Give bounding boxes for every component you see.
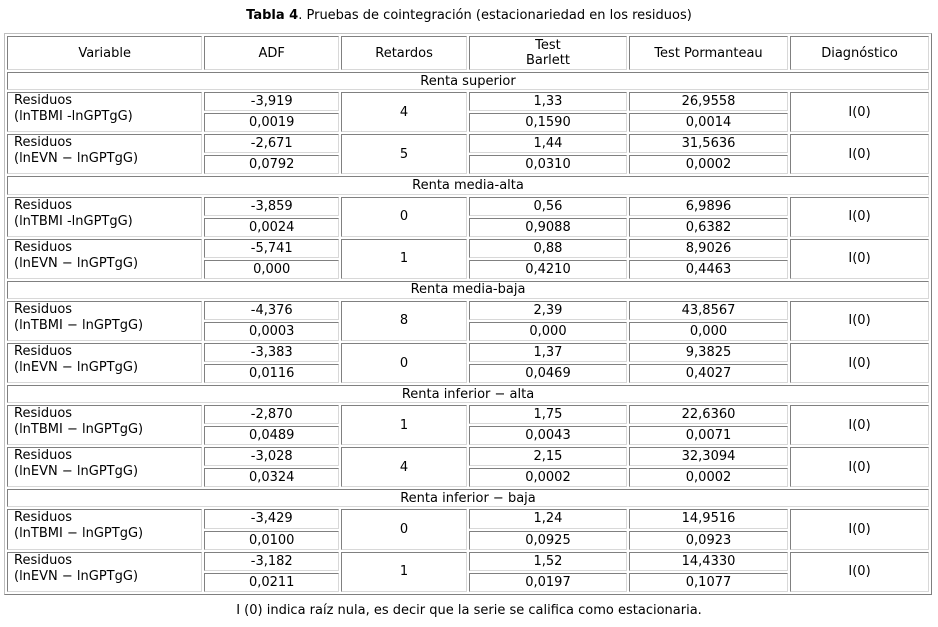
caption-text: . Pruebas de cointegración (estacionariedad en los residuos) — [298, 8, 692, 23]
diagnostico-value: I(0) — [790, 301, 929, 341]
retardos-value: 0 — [341, 343, 467, 383]
retardos-value: 1 — [341, 239, 467, 279]
header-barlett-line2: Barlett — [525, 53, 570, 69]
variable-cell — [7, 552, 202, 592]
portmanteau-value: 32,3094 — [629, 447, 788, 466]
table-row — [7, 92, 929, 111]
variable-line2: (lnTBMI -lnGPTgG) — [14, 213, 133, 229]
variable-line1: Residuos — [14, 135, 73, 151]
portmanteau-value: 14,4330 — [629, 552, 788, 571]
variable-line1: Residuos — [14, 406, 73, 422]
table-row — [7, 405, 929, 424]
retardos-value: 4 — [341, 92, 467, 132]
adf-value: -2,671 — [204, 134, 339, 153]
table-row — [7, 343, 929, 362]
section-title: Renta superior — [7, 72, 929, 90]
portmanteau-pvalue: 0,6382 — [629, 218, 788, 237]
retardos-value: 1 — [341, 405, 467, 445]
table-caption — [0, 7, 938, 24]
variable-line2: (lnTBMI − lnGPTgG) — [14, 317, 144, 333]
portmanteau-value: 9,3825 — [629, 343, 788, 362]
header-row — [7, 36, 929, 70]
header-portmanteau: Test Pormanteau — [629, 36, 788, 70]
variable-line2: (lnTBMI − lnGPTgG) — [14, 526, 144, 542]
variable-line2: (lnTBMI -lnGPTgG) — [14, 109, 133, 125]
table-row — [7, 509, 929, 528]
variable-line1: Residuos — [14, 239, 73, 255]
barlett-value: 1,75 — [469, 405, 627, 424]
variable-line1: Residuos — [14, 93, 73, 109]
variable-line2: (lnEVN − lnGPTgG) — [14, 151, 139, 167]
cointegration-table — [4, 33, 932, 595]
caption-label: Tabla 4 — [246, 8, 299, 23]
adf-pvalue: 0,0324 — [204, 468, 339, 487]
section-title: Renta inferior − alta — [7, 385, 929, 403]
retardos-value: 1 — [341, 552, 467, 592]
portmanteau-pvalue: 0,0002 — [629, 468, 788, 487]
adf-pvalue: 0,0100 — [204, 531, 339, 550]
adf-pvalue: 0,0019 — [204, 113, 339, 132]
portmanteau-value: 31,5636 — [629, 134, 788, 153]
portmanteau-pvalue: 0,0014 — [629, 113, 788, 132]
retardos-value: 5 — [341, 134, 467, 174]
diagnostico-value: I(0) — [790, 134, 929, 174]
adf-pvalue: 0,0489 — [204, 426, 339, 445]
adf-pvalue: 0,0024 — [204, 218, 339, 237]
table-row — [7, 552, 929, 571]
header-barlett-line1: Test — [535, 38, 561, 54]
variable-cell — [7, 239, 202, 279]
portmanteau-value: 8,9026 — [629, 239, 788, 258]
barlett-pvalue: 0,0310 — [469, 155, 627, 174]
variable-line2: (lnEVN − lnGPTgG) — [14, 255, 139, 271]
variable-line1: Residuos — [14, 448, 73, 464]
barlett-value: 1,37 — [469, 343, 627, 362]
barlett-value: 1,33 — [469, 92, 627, 111]
portmanteau-pvalue: 0,000 — [629, 322, 788, 341]
section-row — [7, 281, 929, 299]
barlett-pvalue: 0,0925 — [469, 531, 627, 550]
table-row — [7, 301, 929, 320]
diagnostico-value: I(0) — [790, 509, 929, 549]
variable-cell — [7, 405, 202, 445]
portmanteau-value: 43,8567 — [629, 301, 788, 320]
adf-value: -3,859 — [204, 197, 339, 216]
header-barlett — [469, 36, 627, 70]
retardos-value: 8 — [341, 301, 467, 341]
barlett-pvalue: 0,000 — [469, 322, 627, 341]
retardos-value: 4 — [341, 447, 467, 487]
barlett-pvalue: 0,9088 — [469, 218, 627, 237]
adf-value: -3,383 — [204, 343, 339, 362]
portmanteau-value: 6,9896 — [629, 197, 788, 216]
adf-value: -5,741 — [204, 239, 339, 258]
barlett-value: 0,56 — [469, 197, 627, 216]
variable-line1: Residuos — [14, 301, 73, 317]
variable-cell — [7, 92, 202, 132]
section-title: Renta inferior − baja — [7, 489, 929, 507]
barlett-value: 0,88 — [469, 239, 627, 258]
barlett-value: 1,44 — [469, 134, 627, 153]
diagnostico-value: I(0) — [790, 239, 929, 279]
variable-cell — [7, 447, 202, 487]
table-row — [7, 239, 929, 258]
table-row — [7, 134, 929, 153]
adf-pvalue: 0,0792 — [204, 155, 339, 174]
portmanteau-pvalue: 0,1077 — [629, 573, 788, 592]
barlett-pvalue: 0,0043 — [469, 426, 627, 445]
header-diagnostico: Diagnóstico — [790, 36, 929, 70]
section-row — [7, 176, 929, 194]
section-row — [7, 72, 929, 90]
section-title: Renta media-alta — [7, 176, 929, 194]
table-row — [7, 447, 929, 466]
variable-cell — [7, 134, 202, 174]
variable-line1: Residuos — [14, 552, 73, 568]
variable-cell — [7, 509, 202, 549]
barlett-value: 2,15 — [469, 447, 627, 466]
adf-value: -2,870 — [204, 405, 339, 424]
table-body — [7, 36, 929, 592]
retardos-value: 0 — [341, 197, 467, 237]
adf-pvalue: 0,0003 — [204, 322, 339, 341]
diagnostico-value: I(0) — [790, 343, 929, 383]
adf-value: -3,429 — [204, 509, 339, 528]
adf-pvalue: 0,000 — [204, 260, 339, 279]
diagnostico-value: I(0) — [790, 447, 929, 487]
barlett-pvalue: 0,0469 — [469, 364, 627, 383]
portmanteau-pvalue: 0,0002 — [629, 155, 788, 174]
portmanteau-value: 22,6360 — [629, 405, 788, 424]
table-row — [7, 197, 929, 216]
diagnostico-value: I(0) — [790, 197, 929, 237]
barlett-value: 1,24 — [469, 509, 627, 528]
portmanteau-pvalue: 0,4027 — [629, 364, 788, 383]
barlett-pvalue: 0,0002 — [469, 468, 627, 487]
adf-pvalue: 0,0116 — [204, 364, 339, 383]
barlett-pvalue: 0,4210 — [469, 260, 627, 279]
section-row — [7, 489, 929, 507]
variable-line1: Residuos — [14, 197, 73, 213]
variable-line2: (lnTBMI − lnGPTgG) — [14, 422, 144, 438]
header-adf: ADF — [204, 36, 339, 70]
adf-value: -3,028 — [204, 447, 339, 466]
header-variable: Variable — [7, 36, 202, 70]
barlett-pvalue: 0,1590 — [469, 113, 627, 132]
portmanteau-pvalue: 0,0071 — [629, 426, 788, 445]
variable-cell — [7, 197, 202, 237]
variable-line2: (lnEVN − lnGPTgG) — [14, 359, 139, 375]
variable-cell — [7, 301, 202, 341]
retardos-value: 0 — [341, 509, 467, 549]
header-retardos: Retardos — [341, 36, 467, 70]
diagnostico-value: I(0) — [790, 405, 929, 445]
barlett-value: 1,52 — [469, 552, 627, 571]
variable-line1: Residuos — [14, 510, 73, 526]
section-title: Renta media-baja — [7, 281, 929, 299]
variable-line1: Residuos — [14, 343, 73, 359]
diagnostico-value: I(0) — [790, 92, 929, 132]
adf-value: -3,919 — [204, 92, 339, 111]
barlett-value: 2,39 — [469, 301, 627, 320]
portmanteau-value: 26,9558 — [629, 92, 788, 111]
table-footnote: I (0) indica raíz nula, es decir que la serie se califica como estacionaria. — [236, 603, 702, 618]
variable-line2: (lnEVN − lnGPTgG) — [14, 568, 139, 584]
portmanteau-value: 14,9516 — [629, 509, 788, 528]
variable-cell — [7, 343, 202, 383]
adf-value: -4,376 — [204, 301, 339, 320]
adf-pvalue: 0,0211 — [204, 573, 339, 592]
portmanteau-pvalue: 0,4463 — [629, 260, 788, 279]
variable-line2: (lnEVN − lnGPTgG) — [14, 464, 139, 480]
portmanteau-pvalue: 0,0923 — [629, 531, 788, 550]
adf-value: -3,182 — [204, 552, 339, 571]
barlett-pvalue: 0,0197 — [469, 573, 627, 592]
section-row — [7, 385, 929, 403]
diagnostico-value: I(0) — [790, 552, 929, 592]
